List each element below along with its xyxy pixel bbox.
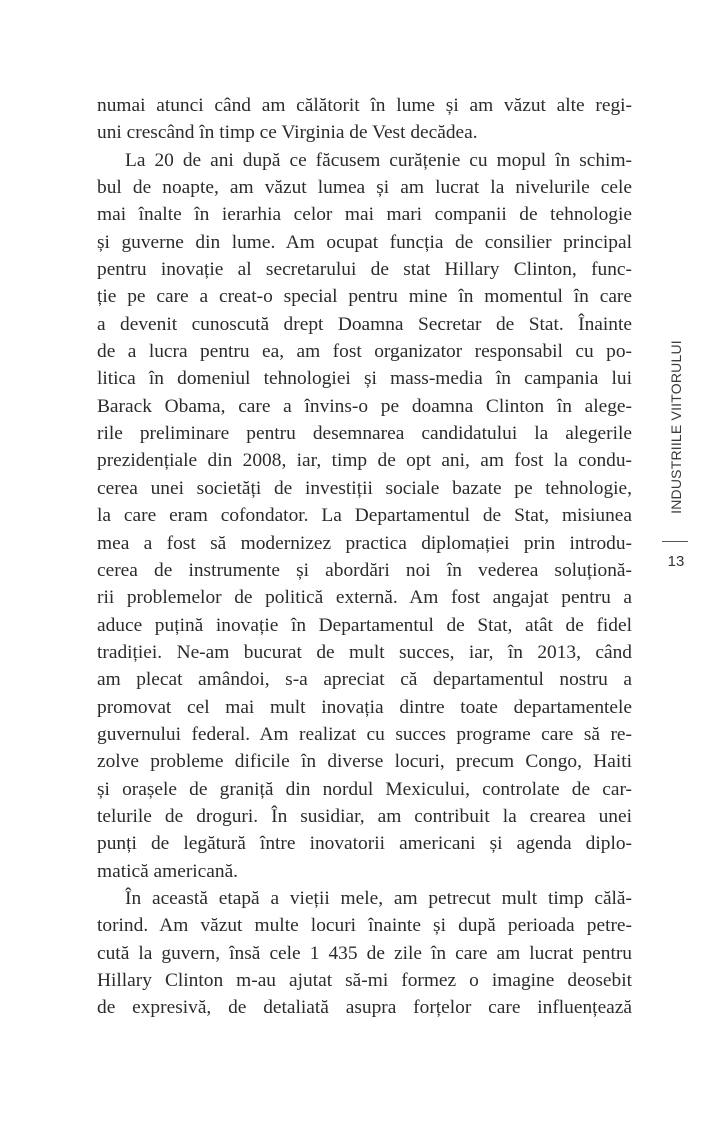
text-line: tradiției. Ne-am bucurat de mult succes, iar, în 2013, când — [97, 641, 632, 663]
text-line: cută la guvern, însă cele 1 435 de zile în care am lucrat pentru — [97, 942, 632, 964]
text-line: mea a fost să modernizez practica diplomației prin introdu- — [97, 532, 632, 554]
text-line: matică americană. — [97, 860, 239, 882]
text-line: zolve probleme dificile în diverse locuri, precum Congo, Haiti — [97, 751, 632, 773]
text-line: cerea de instrumente și abordări noi în vederea soluționă- — [97, 559, 632, 581]
page-number: 13 — [667, 553, 685, 570]
text-line: La 20 de ani după ce făcusem curățenie cu mopul în schim- — [125, 149, 632, 171]
text-line: telurile de droguri. În susidiar, am contribuit la crearea unei — [97, 805, 632, 827]
text-line: promovat cel mai mult inovația dintre toate departamentele — [97, 696, 632, 718]
text-line: de expresivă, de detaliată asupra forțelor care influențează — [97, 997, 632, 1019]
text-line: În această etapă a vieții mele, am petrecut mult timp călă- — [125, 887, 632, 909]
running-header-title: INDUSTRIILE VIITORULUI — [668, 340, 685, 514]
text-line: punți de legătură între inovatorii americani și agenda diplo- — [97, 833, 632, 855]
text-line: aduce puțină inovație în Departamentul de Stat, atât de fidel — [97, 614, 632, 636]
text-line: am plecat amândoi, s-a apreciat că departamentul nostru a — [97, 669, 632, 691]
text-line: la care eram cofondator. La Departamentul de Stat, misiunea — [97, 505, 632, 527]
text-line: a devenit cunoscută drept Doamna Secretar de Stat. Înainte — [97, 313, 632, 335]
text-line: guvernului federal. Am realizat cu succes programe care să re- — [97, 723, 632, 745]
text-line: și guverne din lume. Am ocupat funcția de consilier principal — [97, 231, 632, 253]
text-line: bul de noapte, am văzut lumea și am lucrat la nivelurile cele — [97, 177, 632, 199]
text-line: torind. Am văzut multe locuri înainte și după perioada petre- — [97, 915, 632, 937]
text-line: uni crescând în timp ce Virginia de Vest decădea. — [97, 122, 478, 144]
header-rule-divider — [662, 541, 688, 542]
text-line: cerea unei societăți de investiții sociale bazate pe tehnologie, — [97, 477, 632, 499]
text-line: Hillary Clinton m-au ajutat să-mi formez o imagine deosebit — [97, 970, 632, 991]
text-line: numai atunci când am călătorit în lume și am văzut alte regi- — [97, 95, 632, 116]
page-body-text — [97, 92, 632, 1022]
text-line: Barack Obama, care a învins-o pe doamna Clinton în alege- — [97, 395, 632, 417]
text-line: rii problemelor de politică externă. Am fost angajat pentru a — [97, 587, 632, 609]
text-line: mai înalte în ierarhia celor mai mari companii de tehnologie — [97, 204, 632, 226]
text-line: de a lucra pentru ea, am fost organizator responsabil cu po- — [97, 341, 632, 363]
text-line: ție pe care a creat-o special pentru mine în momentul în care — [97, 286, 632, 308]
text-line: și orașele de graniță din nordul Mexicului, controlate de car- — [97, 778, 632, 800]
text-line: rile preliminare pentru desemnarea candidatului la alegerile — [97, 423, 632, 445]
text-line: prezidențiale din 2008, iar, timp de opt ani, am fost la condu- — [97, 450, 632, 472]
text-line: pentru inovație al secretarului de stat Hillary Clinton, func- — [97, 259, 632, 281]
running-header — [664, 332, 688, 522]
text-line: litica în domeniul tehnologiei și mass-media în campania lui — [97, 368, 632, 390]
